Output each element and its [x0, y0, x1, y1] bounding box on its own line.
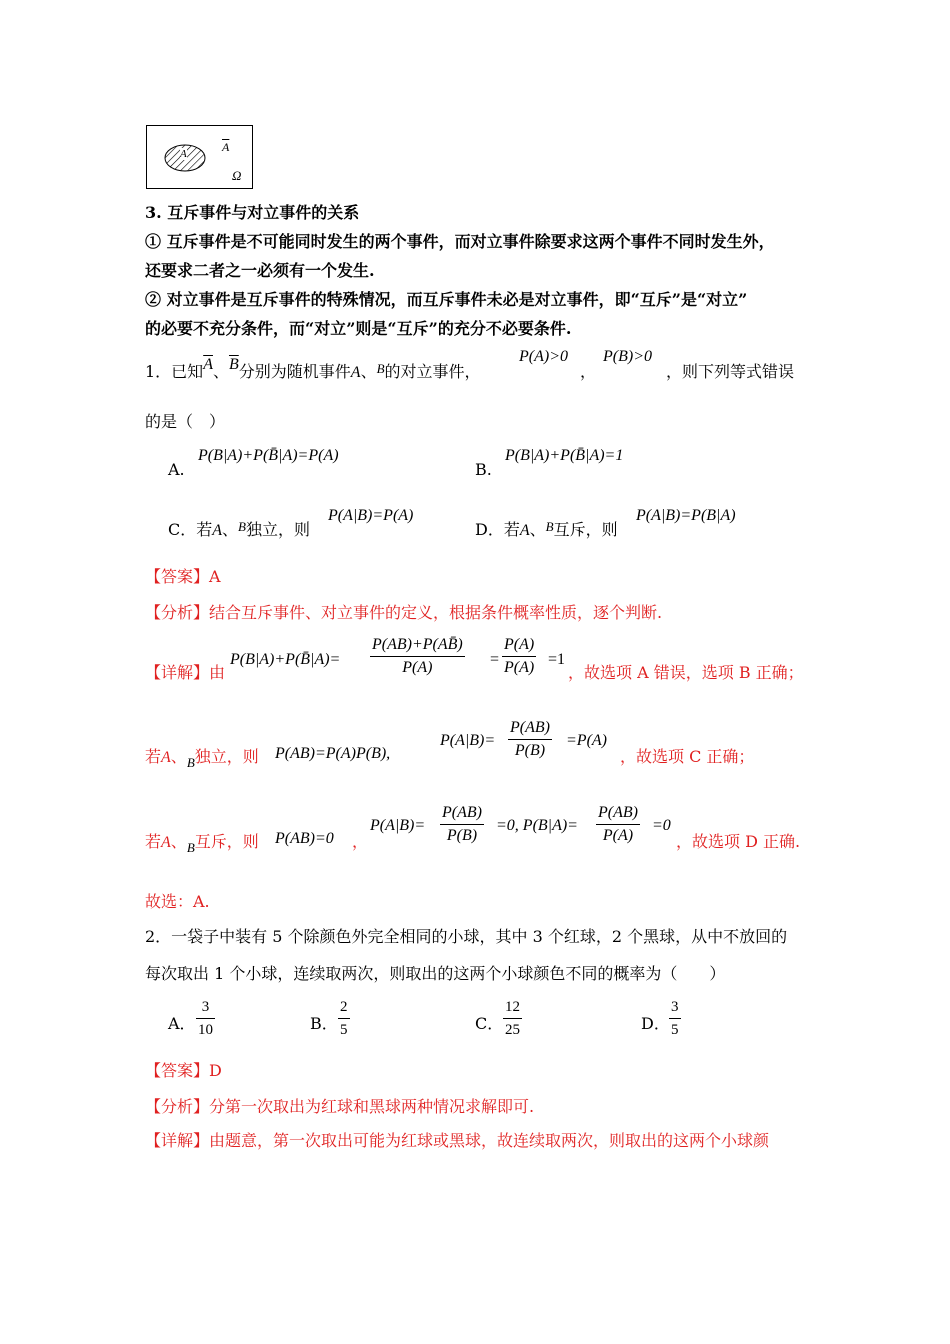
q1-option-d[interactable]: D．若A、$^B$互斥，则 — [475, 519, 618, 539]
q1-detail1-tail: ，故选项 A 错误，选项 B 正确； — [568, 663, 804, 682]
venn-diagram — [146, 125, 253, 189]
q2-option-d[interactable]: $\frac{3}{5}$ — [669, 996, 681, 1041]
q1-comma: ， — [580, 362, 597, 381]
q1-detail1-equals: = — [490, 651, 500, 668]
q1-detail3-lead: 若A、$_B$互斥，则 — [145, 832, 259, 855]
q1-detail2-eq: P(AB)=P(A)P(B), — [275, 745, 391, 762]
q1-stem-line2: 的是（ ） — [145, 412, 226, 431]
q1-detail2-tail: ，故选项 C 正确； — [620, 747, 755, 766]
section3-point1-line2: 还要求二者之一必须有一个发生. — [145, 261, 375, 280]
venn-universe-label: Ω — [232, 168, 242, 183]
q1-detail2-result: =P(A) — [566, 732, 607, 749]
section3-point1-line1: ① 互斥事件是不可能同时发生的两个事件，而对立事件除要求这两个事件不同时发生外， — [145, 232, 775, 251]
q1-detail1-result: =1 — [548, 651, 566, 668]
q2-detail: 【详解】由题意，第一次取出可能为红球或黑球，故连续取两次，则取出的这两个小球颜 — [145, 1131, 770, 1150]
q1-detail2-frac: $\frac{P(AB)}{P(B)}$ — [510, 719, 550, 759]
q2-option-c[interactable]: $\frac{12}{25}$ — [503, 996, 522, 1041]
q1-condition-pb: P(B)>0 — [603, 348, 652, 365]
q1-option-b-label[interactable]: B. — [475, 460, 492, 479]
q1-detail3-result: =0 — [652, 817, 671, 834]
q1-analysis: 【分析】结合互斥事件、对立事件的定义，根据条件概率性质，逐个判断. — [145, 603, 663, 622]
q1-detail3-lhs: P(A|B)= — [370, 817, 426, 834]
q2-option-c-label[interactable]: C． — [475, 1014, 504, 1033]
q2-option-a[interactable]: $\frac{3}{10}$ — [196, 996, 215, 1041]
q2-option-a-label[interactable]: A． — [168, 1014, 196, 1033]
q1-detail1-frac2: $\frac{P(A)}{P(A)}$ — [504, 636, 535, 676]
q1-option-b[interactable]: P(B|A)+P(B̄|A)=1 — [505, 447, 624, 464]
q1-detail3-tail: ，故选项 D 正确. — [676, 832, 801, 851]
q2-option-d-label[interactable]: D． — [641, 1014, 670, 1033]
q1-detail1-frac1: $\frac{P(AB)+P(AB̄)}{P(A)}$ — [372, 636, 463, 676]
q1-detail3-comma: ， — [352, 832, 369, 851]
q2-option-b-label[interactable]: B． — [310, 1014, 338, 1033]
q1-option-c-formula[interactable]: P(A|B)=P(A) — [328, 507, 414, 524]
q1-detail1-lhs: P(B|A)+P(B̄|A)= — [230, 651, 341, 668]
q1-condition-pa: P(A)>0 — [519, 348, 568, 365]
q2-stem-line2: 每次取出 1 个小球，连续取两次，则取出的这两个小球颜色不同的概率为（ ） — [145, 964, 726, 983]
q1-answer: 【答案】A — [145, 567, 221, 586]
q1-detail3-frac2: $\frac{P(AB)}{P(A)}$ — [598, 804, 638, 844]
q1-conclusion: 故选：A. — [145, 892, 210, 911]
venn-inner-label: A — [180, 148, 187, 160]
q1-detail3-frac1: $\frac{P(AB)}{P(B)}$ — [442, 804, 482, 844]
q1-stem-end: ，则下列等式错误 — [666, 362, 795, 381]
q1-detail3-mid: =0, P(B|A)= — [496, 817, 578, 834]
q1-option-a-label[interactable]: A. — [168, 460, 185, 479]
q1-detail2-lhs: P(A|B)= — [440, 732, 496, 749]
q1-option-c[interactable]: C．若A、$^B$独立，则 — [168, 519, 311, 539]
q2-analysis: 【分析】分第一次取出为红球和黑球两种情况求解即可. — [145, 1097, 535, 1116]
venn-complement-label: $\overline{A}$ — [222, 140, 230, 154]
q1-detail-tag: 【详解】由 — [145, 663, 226, 682]
q1-stem-line1: 1．已知$\overline{A}$、$\overline{B}$分别为随机事件A、$^B$的对立事件， — [145, 356, 481, 381]
q2-stem-line1: 2．一袋子中装有 5 个除颜色外完全相同的小球，其中 3 个红球，2 个黑球，从中不放回的 — [145, 927, 788, 946]
section3-title: 3. 互斥事件与对立事件的关系 — [145, 203, 360, 222]
section3-point2-line2: 的必要不充分条件，而“对立”则是“互斥”的充分不必要条件. — [145, 319, 572, 338]
section3-point2-line1: ② 对立事件是互斥事件的特殊情况，而互斥事件未必是对立事件，即“互斥”是“对立” — [145, 290, 748, 309]
q1-detail3-eq: P(AB)=0 — [275, 830, 334, 847]
q1-option-a[interactable]: P(B|A)+P(B̄|A)=P(A) — [198, 447, 339, 464]
q1-detail2-lead: 若A、$_B$独立，则 — [145, 747, 259, 770]
q2-answer: 【答案】D — [145, 1061, 222, 1080]
q2-option-b[interactable]: $\frac{2}{5}$ — [338, 996, 350, 1041]
q1-option-d-formula[interactable]: P(A|B)=P(B|A) — [636, 507, 736, 524]
